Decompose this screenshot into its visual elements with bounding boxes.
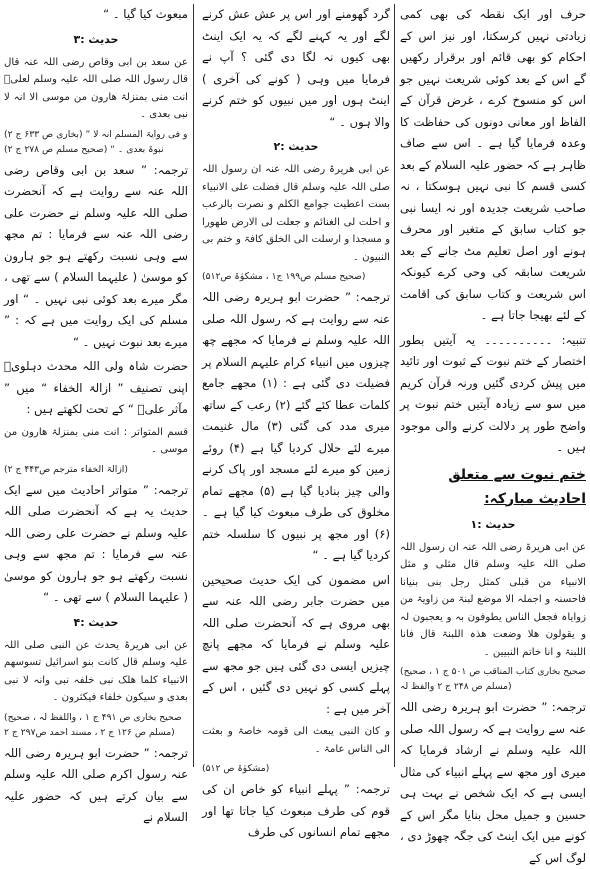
arabic-text: عن ابی ھریرۃ یحدث عن النبی صلی اللہ علیہ وسلم قال کانت بنو اسرائیل تسوسھم الانبیاء کلما ھلک نبی خلفہ نبی وانہ لا نبی بعدی و سیکون خلفاء فیکثرون ۔: [4, 639, 188, 703]
reference: (مشکوٰۃ ص ۵۱۲): [202, 763, 270, 774]
column-divider: [193, 4, 194, 767]
paragraph: مبعوث کیا گیا ۔ “: [103, 7, 188, 21]
hadith-label: حدیث :۴: [73, 615, 119, 629]
reference: (بخاری ص ۶۳۳ ج ۲) ” و فی روایۃ المسلم انہ لا نبوۃ بعدی ۔ “ (صحیح مسلم ص ۲۷۸ ج ۲): [4, 128, 188, 155]
reference: (صحیح مسلم ص۱۹۹ ج۱ ، مشکوٰۃ ص۵۱۲): [202, 271, 366, 282]
paragraph: گرد گھومنے اور اس پر عش عش کرنے لگے اور یہ کہنے لگے کہ یہ ایک اینٹ بھی کیوں نہ لگا دی گئی ؟ آپ نے فرمایا میں وہی ( کونے کی آخری ) اینٹ ہوں اور میں نبیوں کو ختم کرنے والا ہوں ۔ “: [202, 7, 390, 129]
reference: (صحیح بخاری ص ۴۹۱ ج ۱ ، واللفظ لہ ، صحیح مسلم ص ۱۲۶ ج ۲ ، مسند احمد ص۲۹۷ ج ۲): [4, 711, 182, 738]
hadith-label: حدیث :۳: [73, 32, 119, 46]
column-left: [4, 4, 188, 824]
arabic-text: عن ابی ھریرۃ رضی اللہ عنہ ان رسول اللہ صلی اللہ علیہ وسلم قال مثلی و مثل الانبیاء من قبلی کمثل رجل بنی بنیانا فاحسنہ و اجملہ الا موضع لبنۃ من زاویۃ من زوایاہ فجعل الناس یطوفون بہ و یعجبون لہ و یقولون ھلا وضعت ھذہ اللبنۃ قال فانا اللبنۃ و انا خاتم النبیین ۔: [400, 541, 586, 658]
translation: ترجمہ: ” حضرت ابو ہریرہ رضی اللہ عنہ سے روایت ہے کہ رسول اللہ صلی اللہ علیہ وسلم نے ارشاد فرمایا کہ میری اور مجھ سے پہلے انبیاء کی مثال ایسی ہے کہ ایک شخص نے بہت ہی حسین و جمیل محل بنایا مگر اس کے کونے میں ایک اینٹ کی جگہ چھوڑ دی ، لوگ اس کے: [400, 700, 586, 865]
column-right: [400, 4, 586, 865]
translation: ترجمہ: ” سعد بن ابی وقاص رضی اللہ عنہ سے روایت ہے کہ آنحضرت صلی اللہ علیہ وسلم نے حضرت علی رضی اللہ عنہ سے فرمایا : تم مجھ سے وہی نسبت رکھتے ہو جو ہارون کو موسیٰ ( علیہما السلام ) سے تھی ، مگر میرے بعد کوئی نبی نہیں ۔ “ اور مسلم کی ایک روایت میں ہے کہ : ” میرے بعد نبوت نہیں ۔ “: [4, 162, 188, 349]
translation: ترجمہ: ” حضرت ابو ہریرہ رضی اللہ عنہ رسول اکرم صلی اللہ علیہ وسلم سے بیان کرتے ہیں کہ حضور علیہ السلام نے: [4, 745, 188, 824]
hadith-label: حدیث :۲: [273, 140, 319, 153]
hadith-label: حدیث :۱: [470, 517, 516, 531]
section-heading: ختم نبوت سے متعلق احادیث مبارکہ:: [448, 466, 586, 507]
column-divider: [394, 4, 395, 767]
paragraph: حضرت شاہ ولی اللہ محدث دہلویؒ اپنی تصنیف ” ازالۃ الخفاء “ میں ” مآثر علیؓ “ کے تحت لکھتے ہیں :: [4, 359, 188, 416]
arabic-text: قسم المتواتر : انت منی بمنزلۃ ھارون من موسی ۔: [4, 426, 188, 455]
paragraph: اس مضمون کی ایک حدیث صحیحین میں حضرت جابر رضی اللہ عنہ سے بھی مروی ہے کہ آنحضرت صلی اللہ علیہ وسلم نے فرمایا کہ مجھے پانچ چیزیں ایسی دی گئی ہیں جو مجھ سے پہلے کسی کو نہیں دی گئیں ، اس کے آخر میں ہے :: [202, 572, 390, 716]
arabic-text: و کان النبی یبعث الی قومہ خاصۃ و بعثت الی الناس عامۃ ۔: [202, 726, 390, 755]
translation: ترجمہ: ” متواتر احادیث میں سے ایک حدیث یہ ہے کہ آنحضرت صلی اللہ علیہ وسلم نے حضرت علی رضی اللہ عنہ سے فرمایا : تم مجھ سے وہی نسبت رکھتے ہو جو ہارون کو موسیٰ ( علیہما السلام ) سے تھی ۔ “: [4, 482, 188, 604]
column-middle: [202, 4, 390, 839]
arabic-text: عن سعد بن ابی وقاص رضی اللہ عنہ قال قال رسول اللہ صلی اللہ علیہ وسلم لعلیؓ انت منی بمنزلۃ ھارون من موسی الا انہ لا نبی بعدی ۔: [4, 56, 188, 120]
note-paragraph: تنبیہ: ۔۔۔۔۔۔۔۔۔۔ یہ آیتیں بطور اختصار کے ختم نبوت کے ثبوت اور تائید میں پیش کردی گئیں ورنہ قرآن کریم میں سو سے زیادہ آیتیں ختم نبوت پر واضح طور پر دلالت کرنے والی موجود ہیں ۔: [400, 332, 586, 454]
reference: (ازالۃ الخفاء مترجم ص۴۴۳ ج ۲): [4, 463, 128, 475]
reference: (صحیح بخاری کتاب المناقب ص ۵۰۱ ج ۱ ، صحیح مسلم ص ۲۴۸ ج ۲ والفظ لہ): [400, 666, 586, 692]
arabic-text: عن ابی ھریرۃ رضی اللہ عنہ ان رسول اللہ صلی اللہ علیہ وسلم قال فضلت علی الانبیاء بست اعطیت جوامع الکلم و نصرت بالرعب و احلت لی الغنائم و جعلت لی الارض طھورا و مسجدا و ارسلت الی الخلق کافۃ و ختم بی النبیون ۔: [202, 164, 390, 263]
paragraph: حرف اور ایک نقطہ کی بھی کمی زیادتی نہیں کرسکتا، اور نیز اس کے احکام کو بھی قائم اور برقرار رکھیں گے اس کے بعد کوئی شریعت نہیں جو اس کو منسوخ کرے ، غرض قرآن کے الفاظ اور معانی دونوں کی حفاظت کا وعدہ فرمایا گیا ہے ۔ اس سے صاف ظاہر ہے کہ حضور علیہ السلام کے بعد کسی قسم کا نبی نہیں ہوسکتا ، نہ صاحب شریعت جدیدہ اور نہ ایسا نبی جو کتاب سابق کے متغیر اور محرف ہونے اور اصل تعلیم مٹ جانے کے بعد شریعت سابقہ کی وحی کرے کیونکہ اس شریعت و کتاب سابق کی اقامت کے لئے بھیجا جاتا ہے ۔: [400, 7, 586, 322]
translation: ترجمہ: ” حضرت ابو ہریرہ رضی اللہ عنہ سے روایت ہے کہ رسول اللہ صلی اللہ علیہ وسلم نے فرمایا کہ مجھے چھ چیزوں میں انبیاء کرام علیہم السلام پر فضیلت دی گئی ہے : (۱) مجھے جامع کلمات عطا کئے گئے (۲) رعب کے ساتھ میری مدد کی گئی (۳) مال غنیمت میرے لئے حلال کردیا گیا ہے (۴) روئے زمین کو میرے لئے مسجد اور پاک کرنے والی چیز بنادیا گیا ہے (۵) مجھے تمام مخلوق کی طرف مبعوث کیا گیا ہے ۔ (۶) اور مجھ پر نبیوں کا سلسلہ ختم کردیا گیا ہے ۔ “: [202, 290, 390, 562]
translation: ترجمہ: ” پہلے انبیاء کو خاص ان کی قوم کی طرف مبعوث کیا جاتا تھا اور مجھے تمام انسانوں کی طرف: [202, 782, 390, 839]
